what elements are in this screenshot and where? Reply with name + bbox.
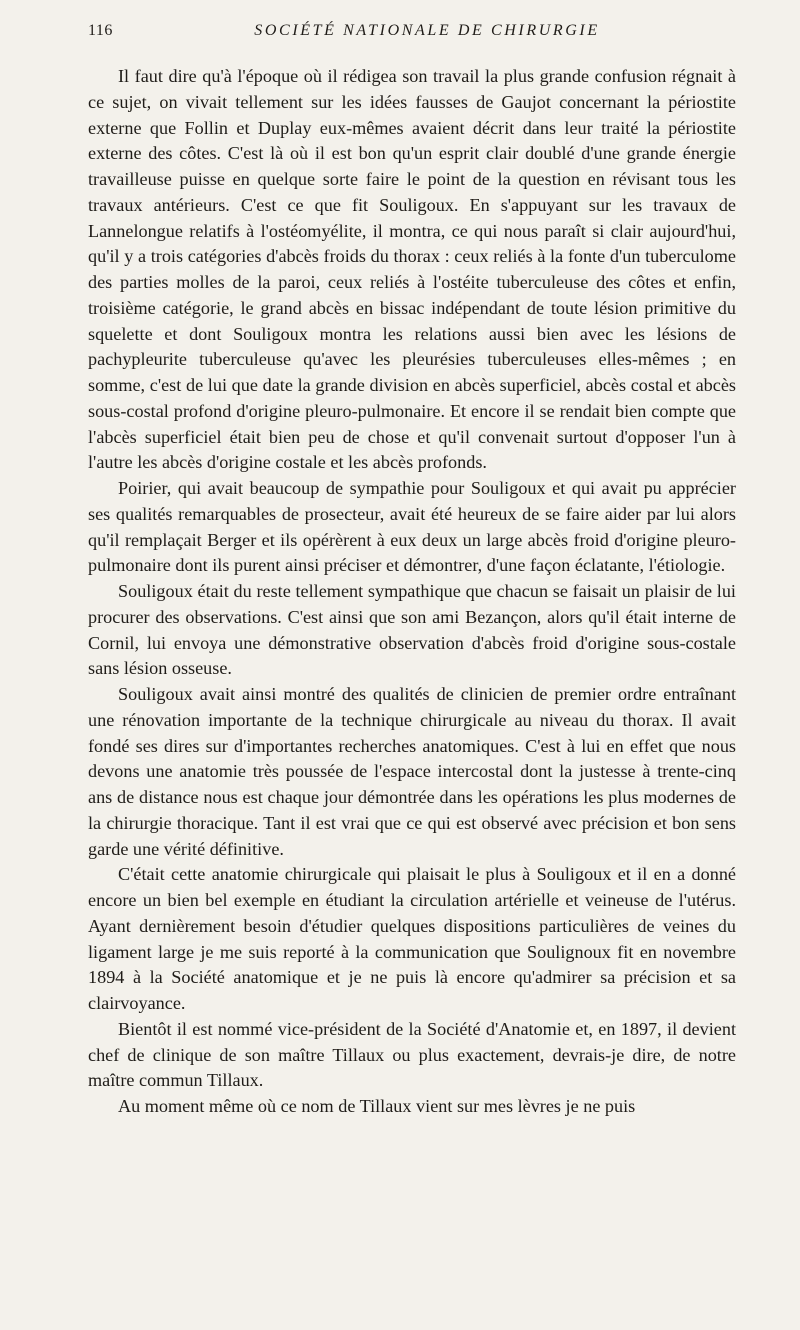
paragraph: Souligoux avait ainsi montré des qualités de clinicien de premier ordre entraînant une rénovation importante de la technique chirurgicale au niveau du thorax. Il avait fondé ses dires sur d'importantes recherches anatomiques. C'est à lui en effet que nous devons une anatomie très poussée de l'espace intercostal dont la justesse à trente-cinq ans de distance nous est chaque jour démontrée dans les opérations les plus modernes de la chirurgie thoracique. Tant il est vrai que ce qui est observé avec précision et bon sens garde une vérité définitive. — [88, 684, 736, 859]
paragraph: Souligoux était du reste tellement sympathique que chacun se faisait un plaisir de lui procurer des observations. C'est ainsi que son ami Bezançon, alors qu'il était interne de Cornil, lui envoya une démonstrative observation d'abcès froid d'origine sous-costale sans lésion osseuse. — [88, 581, 736, 679]
paragraph: Poirier, qui avait beaucoup de sympathie pour Souligoux et qui avait pu apprécier ses qualités remarquables de prosecteur, avait été heureux de se faire aider par lui alors qu'il remplaçait Berger et ils opérèrent à eux deux un large abcès froid d'origine pleuro-pulmonaire dont ils purent ainsi préciser et démontrer, d'une façon éclatante, l'étiologie. — [88, 478, 736, 576]
journal-title: SOCIÉTÉ NATIONALE DE CHIRURGIE — [254, 22, 600, 39]
paragraph: Au moment même où ce nom de Tillaux vient sur mes lèvres je ne puis — [118, 1096, 636, 1116]
running-head — [88, 22, 736, 44]
page-number: 116 — [88, 22, 113, 39]
paragraph: Il faut dire qu'à l'époque où il rédigea son travail la plus grande confusion régnait à ce sujet, on vivait tellement sur les idées fausses de Gaujot concernant la périostite externe que Follin et Duplay eux-mêmes avaient décrit dans leur traité la périostite externe des côtes. C'est là où il est bon qu'un esprit clair doublé d'une grande énergie travailleuse puisse en quelque sorte faire le point de la question en révisant tous les travaux antérieurs. C'est ce que fit Souligoux. En s'appuyant sur les travaux de Lannelongue relatifs à l'ostéomyélite, il montra, ce qui nous paraît si clair aujourd'hui, qu'il y a trois catégories d'abcès froids du thorax : ceux reliés à la fonte d'un tuberculome des parties molles de la paroi, ceux reliés à l'ostéite tuberculeuse des côtes et enfin, troisième catégorie, le grand abcès en bissac indépendant de toute lésion primitive du squelette et dont Souligoux montra les relations aussi bien avec les lésions de pachypleurite tuberculeuse qu'avec les pleurésies tuberculeuses elles-mêmes ; en somme, c'est de lui que date la grande division en abcès superficiel, abcès costal et abcès sous-costal profond d'origine pleuro-pulmonaire. Et encore il se rendait bien compte que l'abcès superficiel était bien peu de chose et qu'il convenait surtout d'opposer l'un à l'autre les abcès d'origine costale et les abcès profonds. — [88, 66, 736, 473]
paragraph: C'était cette anatomie chirurgicale qui plaisait le plus à Souligoux et il en a donné encore un bien bel exemple en étudiant la circulation artérielle et veineuse de l'utérus. Ayant dernièrement besoin d'étudier quelques dispositions particulières de veines du ligament large je me suis reporté à la communication que Soulignoux fit en novembre 1894 à la Société anatomique et je ne puis là encore qu'admirer sa précision et sa clairvoyance. — [88, 864, 736, 1013]
article-body — [88, 64, 736, 1120]
paragraph: Bientôt il est nommé vice-président de la Société d'Anatomie et, en 1897, il devient chef de clinique de son maître Tillaux ou plus exactement, devrais-je dire, de notre maître commun Tillaux. — [88, 1018, 736, 1091]
